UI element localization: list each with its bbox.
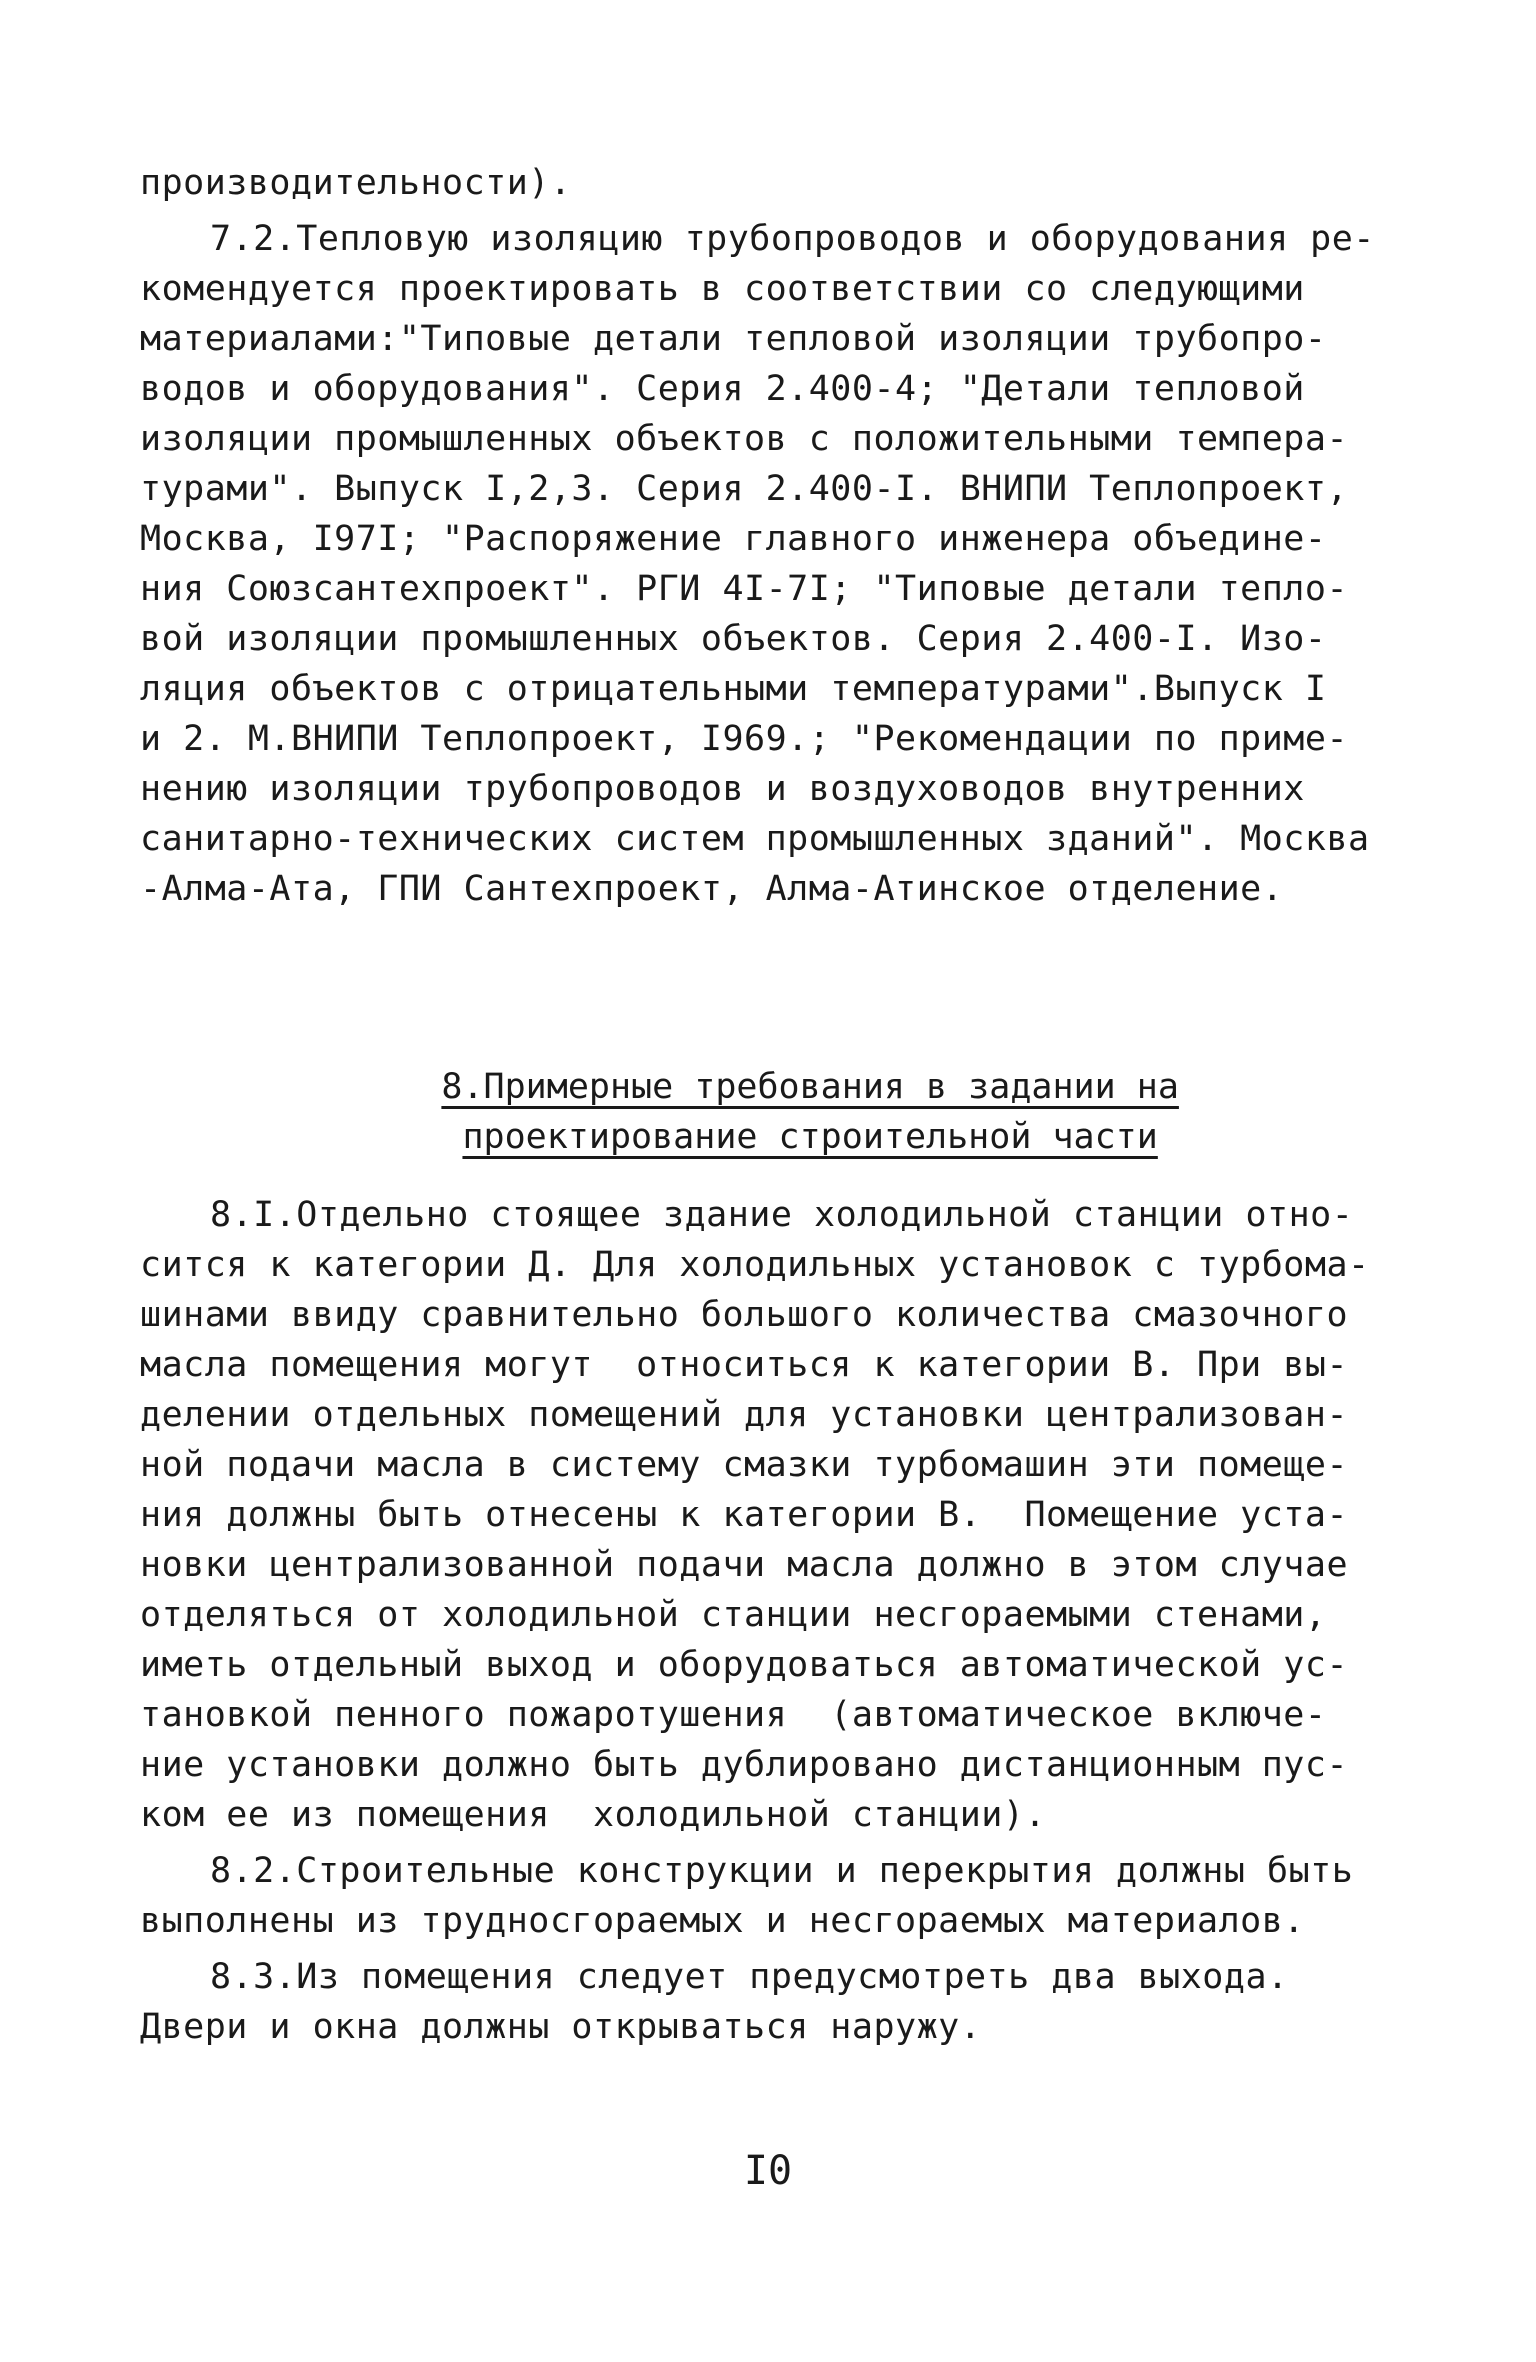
text-line: ляция объектов с отрицательными температурами".Выпуск I (140, 669, 1327, 709)
text-line: -Алма-Ата, ГПИ Сантехпроект, Алма-Атинское отделение. (140, 869, 1284, 909)
page-number: I0 (743, 2148, 793, 2194)
text-line: нению изоляции трубопроводов и воздуховодов внутренних (140, 769, 1305, 809)
text-line: выполнены из трудносгораемых и несгораемых материалов. (140, 1901, 1305, 1941)
text-line: водов и оборудования". Серия 2.400-4; "Детали тепловой (140, 369, 1305, 409)
text-line: 8.3.Из помещения следует предусмотреть два выхода. (210, 1957, 1289, 1997)
text-line: производительности). (140, 163, 572, 203)
text-line: ния должны быть отнесены к категории В. Помещение уста- (140, 1495, 1349, 1535)
text-line: материалами:"Типовые детали тепловой изоляции трубопро- (140, 319, 1327, 359)
text-line: комендуется проектировать в соответствии со следующими (140, 269, 1305, 309)
text-line: и 2. М.ВНИПИ Теплопроект, I969.; "Рекомендации по приме- (140, 719, 1349, 759)
text-line: Москва, I97I; "Распоряжение главного инженера объедине- (140, 519, 1327, 559)
text-line: шинами ввиду сравнительно большого количества смазочного (140, 1295, 1349, 1335)
text-line: ком ее из помещения холодильной станции). (140, 1795, 1047, 1835)
text-line: 8.2.Строительные конструкции и перекрытия должны быть (210, 1851, 1354, 1891)
text-line: масла помещения могут относиться к категории В. При вы- (140, 1345, 1349, 1385)
text-line: новки централизованной подачи масла должно в этом случае (140, 1545, 1349, 1585)
section-heading-line-2: проектирование строительной части (462, 1117, 1158, 1157)
text-line: изоляции промышленных объектов с положительными темпера- (140, 419, 1349, 459)
text-line: 7.2.Тепловую изоляцию трубопроводов и оборудования ре- (210, 219, 1375, 259)
text-line: вой изоляции промышленных объектов. Серия 2.400-I. Изо- (140, 619, 1327, 659)
text-line: санитарно-технических систем промышленных зданий". Москва (140, 819, 1370, 859)
text-line: ной подачи масла в систему смазки турбомашин эти помеще- (140, 1445, 1349, 1485)
text-line: ние установки должно быть дублировано дистанционным пус- (140, 1745, 1349, 1785)
section-heading-line-1: 8.Примерные требования в задании на (441, 1067, 1179, 1107)
text-line: иметь отдельный выход и оборудоваться автоматической ус- (140, 1645, 1349, 1685)
text-line: отделяться от холодильной станции несгораемыми стенами, (140, 1595, 1327, 1635)
text-line: турами". Выпуск I,2,3. Серия 2.400-I. ВНИПИ Теплопроект, (140, 469, 1349, 509)
text-line: делении отдельных помещений для установки централизован- (140, 1395, 1349, 1435)
text-line: тановкой пенного пожаротушения (автоматическое включе- (140, 1695, 1327, 1735)
text-line: ния Союзсантехпроект". РГИ 4I-7I; "Типовые детали тепло- (140, 569, 1349, 609)
text-line: Двери и окна должны открываться наружу. (140, 2007, 982, 2047)
text-line: 8.I.Отдельно стоящее здание холодильной станции отно- (210, 1195, 1354, 1235)
text-line: сится к категории Д. Для холодильных установок с турбома- (140, 1245, 1370, 1285)
